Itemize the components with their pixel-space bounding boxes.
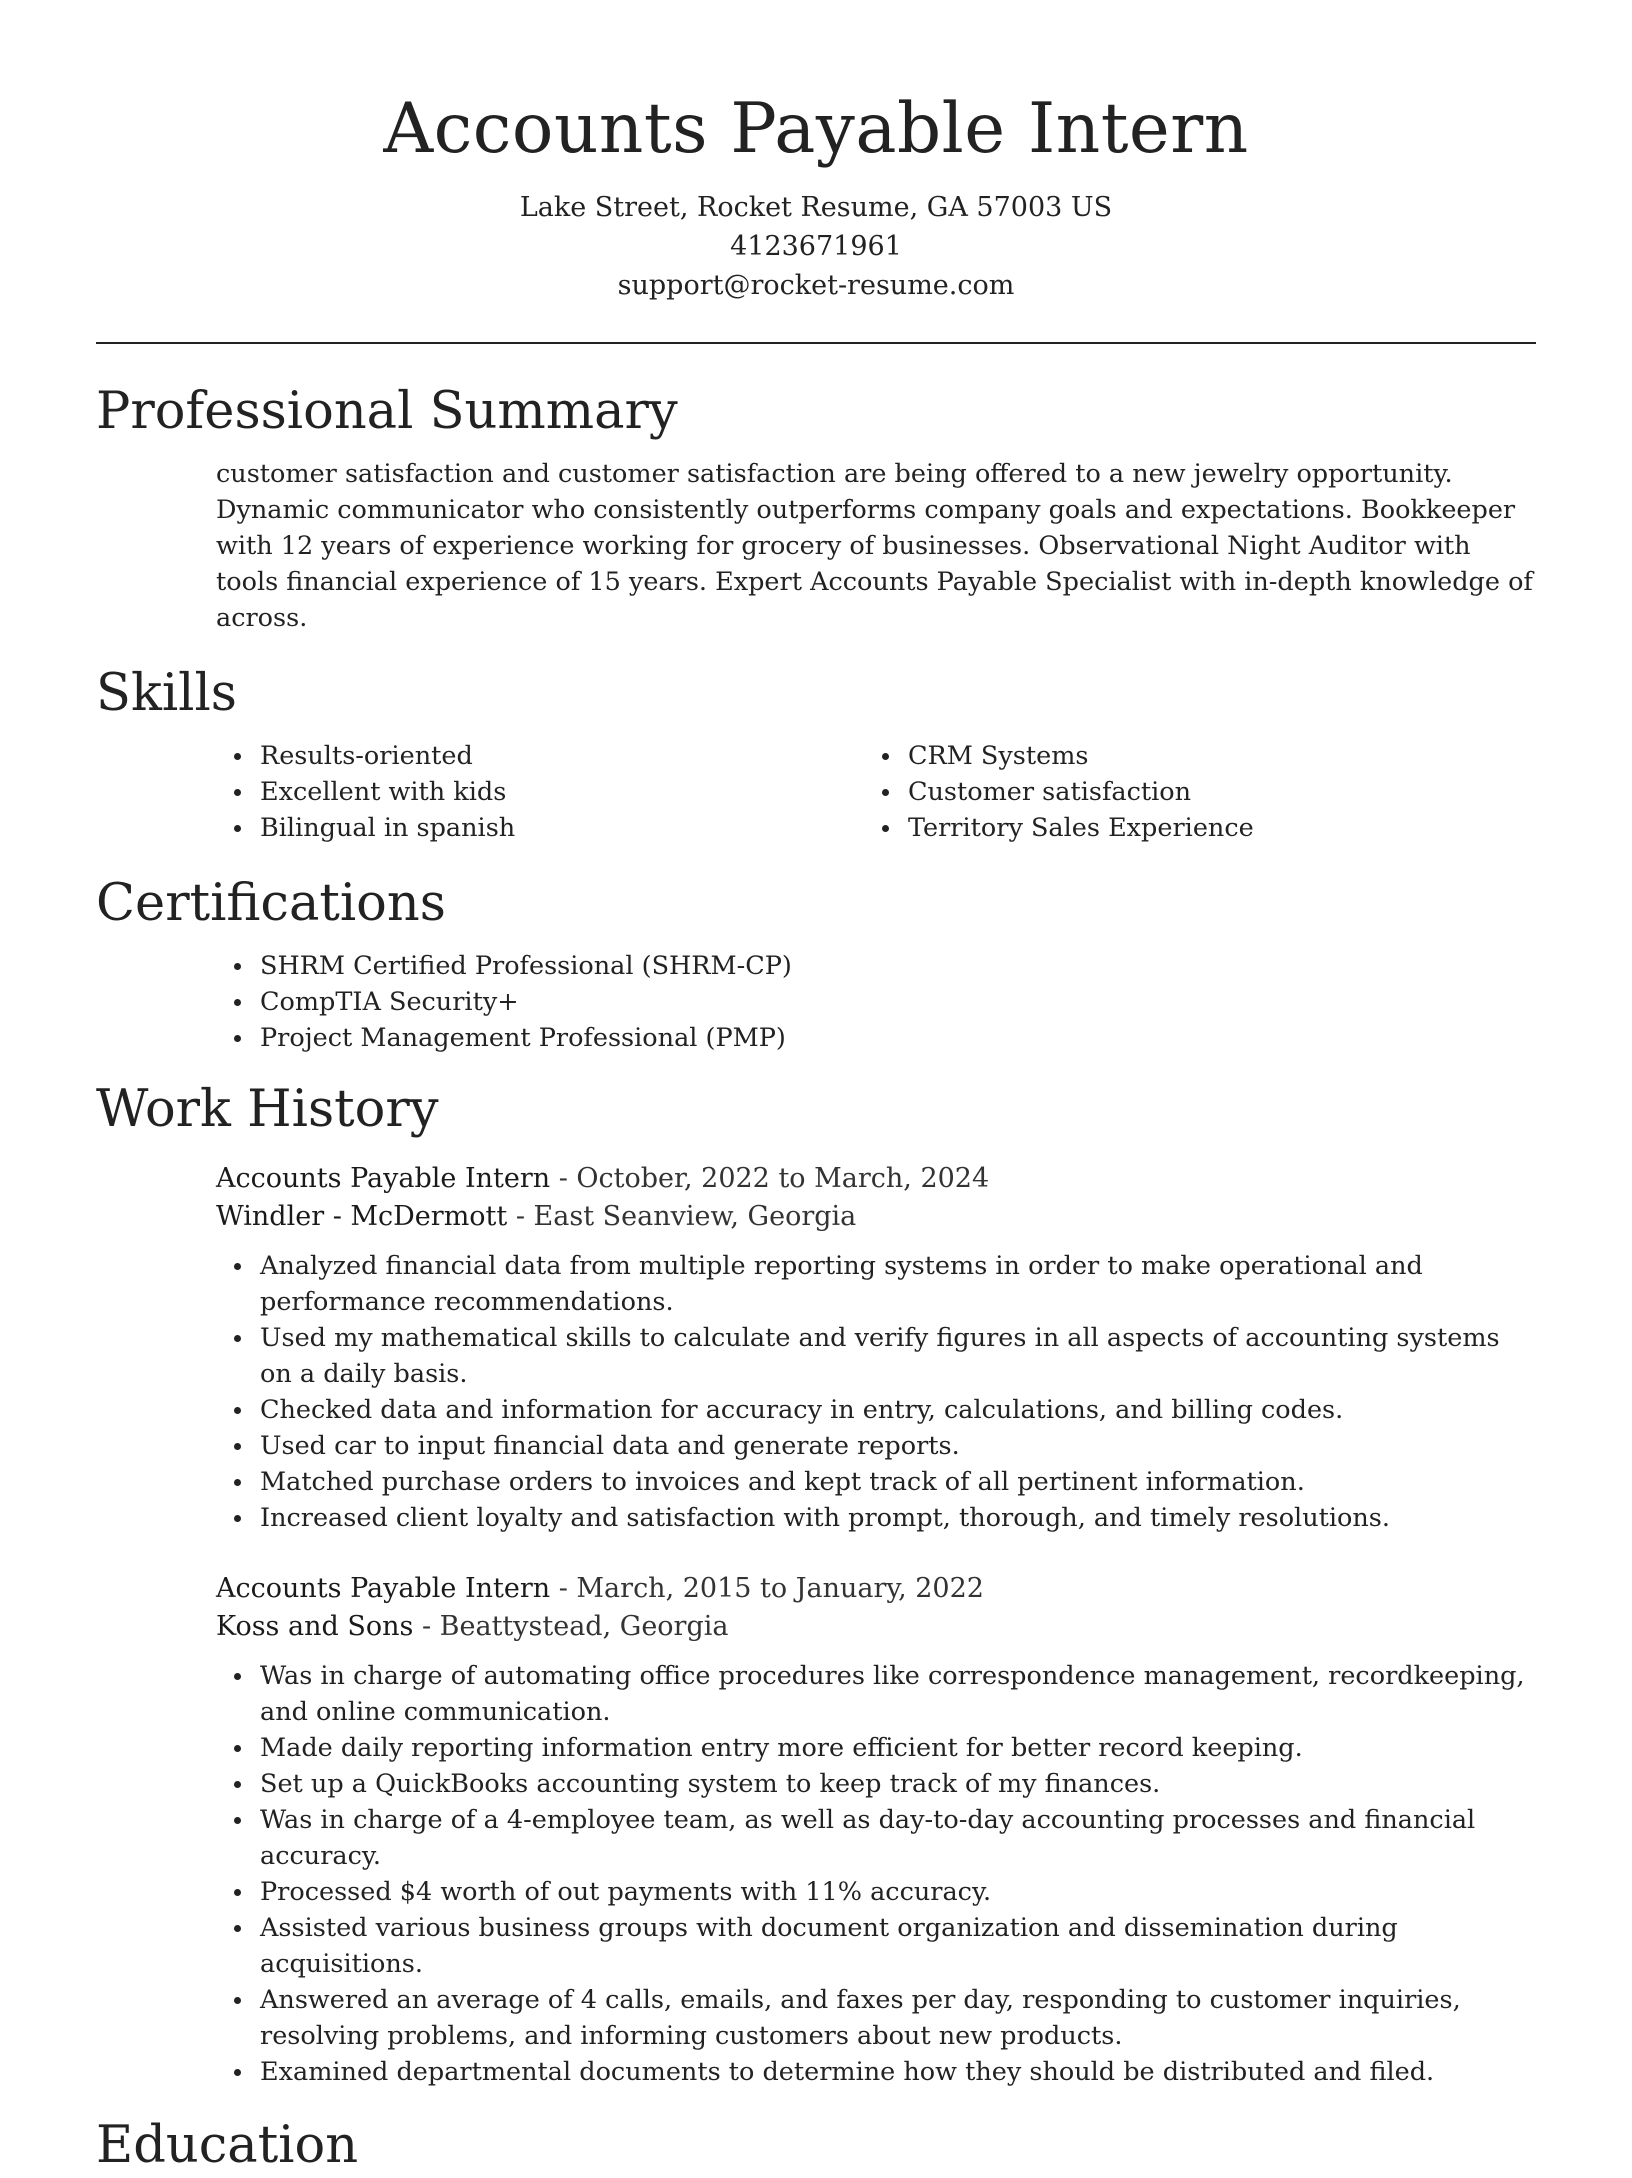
certifications-section xyxy=(96,872,1536,1056)
job-entry xyxy=(216,1570,1536,2090)
certification-item: SHRM Certified Professional (SHRM-CP) xyxy=(216,948,1536,984)
job-entry xyxy=(216,1160,1536,1536)
job-bullet: Increased client loyalty and satisfaction with prompt, thorough, and timely resolutions. xyxy=(216,1500,1536,1536)
job-bullet: Was in charge of a 4-employee team, as well as day-to-day accounting processes and financial accuracy. xyxy=(216,1802,1536,1874)
skill-item: Territory Sales Experience xyxy=(864,810,1512,846)
certification-item: Project Management Professional (PMP) xyxy=(216,1020,1536,1056)
contact-info xyxy=(0,188,1632,305)
candidate-name: Accounts Payable Intern xyxy=(383,89,1249,169)
job-title-line xyxy=(216,1570,1536,1608)
resume-header xyxy=(0,0,1632,305)
skills-left-list xyxy=(216,738,864,846)
job-bullet: Assisted various business groups with document organization and dissemination during acquisitions. xyxy=(216,1910,1536,1982)
skills-columns xyxy=(216,738,1536,846)
certifications-heading: Certifications xyxy=(96,874,446,933)
header-divider xyxy=(96,342,1536,344)
job-bullet: Checked data and information for accuracy in entry, calculations, and billing codes. xyxy=(216,1392,1536,1428)
skills-right-list xyxy=(864,738,1512,846)
skills-section xyxy=(96,662,1536,846)
job-dates: - March, 2015 to January, 2022 xyxy=(550,1573,984,1604)
job-company: Koss and Sons xyxy=(216,1611,414,1642)
job-company-line xyxy=(216,1608,1536,1646)
skill-item: Bilingual in spanish xyxy=(216,810,864,846)
job-title-line xyxy=(216,1160,1536,1198)
job-bullet: Set up a QuickBooks accounting system to keep track of my finances. xyxy=(216,1766,1536,1802)
job-bullet: Made daily reporting information entry more efficient for better record keeping. xyxy=(216,1730,1536,1766)
job-company: Windler - McDermott xyxy=(216,1201,508,1232)
skill-item: CRM Systems xyxy=(864,738,1512,774)
job-bullets xyxy=(96,1248,1536,1536)
job-bullet: Analyzed financial data from multiple reporting systems in order to make operational and performance recommendations. xyxy=(216,1248,1536,1320)
job-title: Accounts Payable Intern xyxy=(216,1163,551,1194)
skills-heading: Skills xyxy=(96,664,237,723)
email: support@rocket-resume.com xyxy=(617,270,1015,301)
job-bullet: Examined departmental documents to determine how they should be distributed and filed. xyxy=(216,2054,1536,2090)
job-company-line xyxy=(216,1198,1536,1236)
job-dates: - October, 2022 to March, 2024 xyxy=(550,1163,990,1194)
job-bullet: Used my mathematical skills to calculate and verify figures in all aspects of accounting systems on a daily basis. xyxy=(216,1320,1536,1392)
resume-body xyxy=(96,380,1536,2178)
job-location: - Beattystead, Georgia xyxy=(413,1611,729,1642)
education-heading: Education xyxy=(96,2116,359,2175)
summary-text: customer satisfaction and customer satisfaction are being offered to a new jewelry opportunity. Dynamic communicator who consistently outperforms company goals and expectations. Bookkeeper with 12 years of experience working for grocery of businesses. Observational Night Auditor with tools financial experience of 15 years. Expert Accounts Payable Specialist with in-depth knowledge of across. xyxy=(216,459,1533,633)
phone: 4123671961 xyxy=(730,231,902,262)
work-history-heading: Work History xyxy=(96,1080,439,1139)
skill-item: Customer satisfaction xyxy=(864,774,1512,810)
job-bullet: Processed $4 worth of out payments with 11% accuracy. xyxy=(216,1874,1536,1910)
job-location: - East Seanview, Georgia xyxy=(507,1201,857,1232)
certification-item: CompTIA Security+ xyxy=(216,984,1536,1020)
skill-item: Excellent with kids xyxy=(216,774,864,810)
job-bullets xyxy=(96,1658,1536,2090)
skill-item: Results-oriented xyxy=(216,738,864,774)
work-history-section xyxy=(96,1078,1536,2090)
education-section xyxy=(96,2114,1536,2178)
job-bullet: Matched purchase orders to invoices and kept track of all pertinent information. xyxy=(216,1464,1536,1500)
certifications-list xyxy=(216,948,1536,1056)
job-bullet: Used car to input financial data and generate reports. xyxy=(216,1428,1536,1464)
address: Lake Street, Rocket Resume, GA 57003 US xyxy=(519,192,1113,223)
job-title: Accounts Payable Intern xyxy=(216,1573,551,1604)
summary-heading: Professional Summary xyxy=(96,382,678,441)
job-bullet: Answered an average of 4 calls, emails, and faxes per day, responding to customer inquiries, resolving problems, and informing customers about new products. xyxy=(216,1982,1536,2054)
job-bullet: Was in charge of automating office procedures like correspondence management, recordkeeping, and online communication. xyxy=(216,1658,1536,1730)
summary-section xyxy=(96,380,1536,636)
